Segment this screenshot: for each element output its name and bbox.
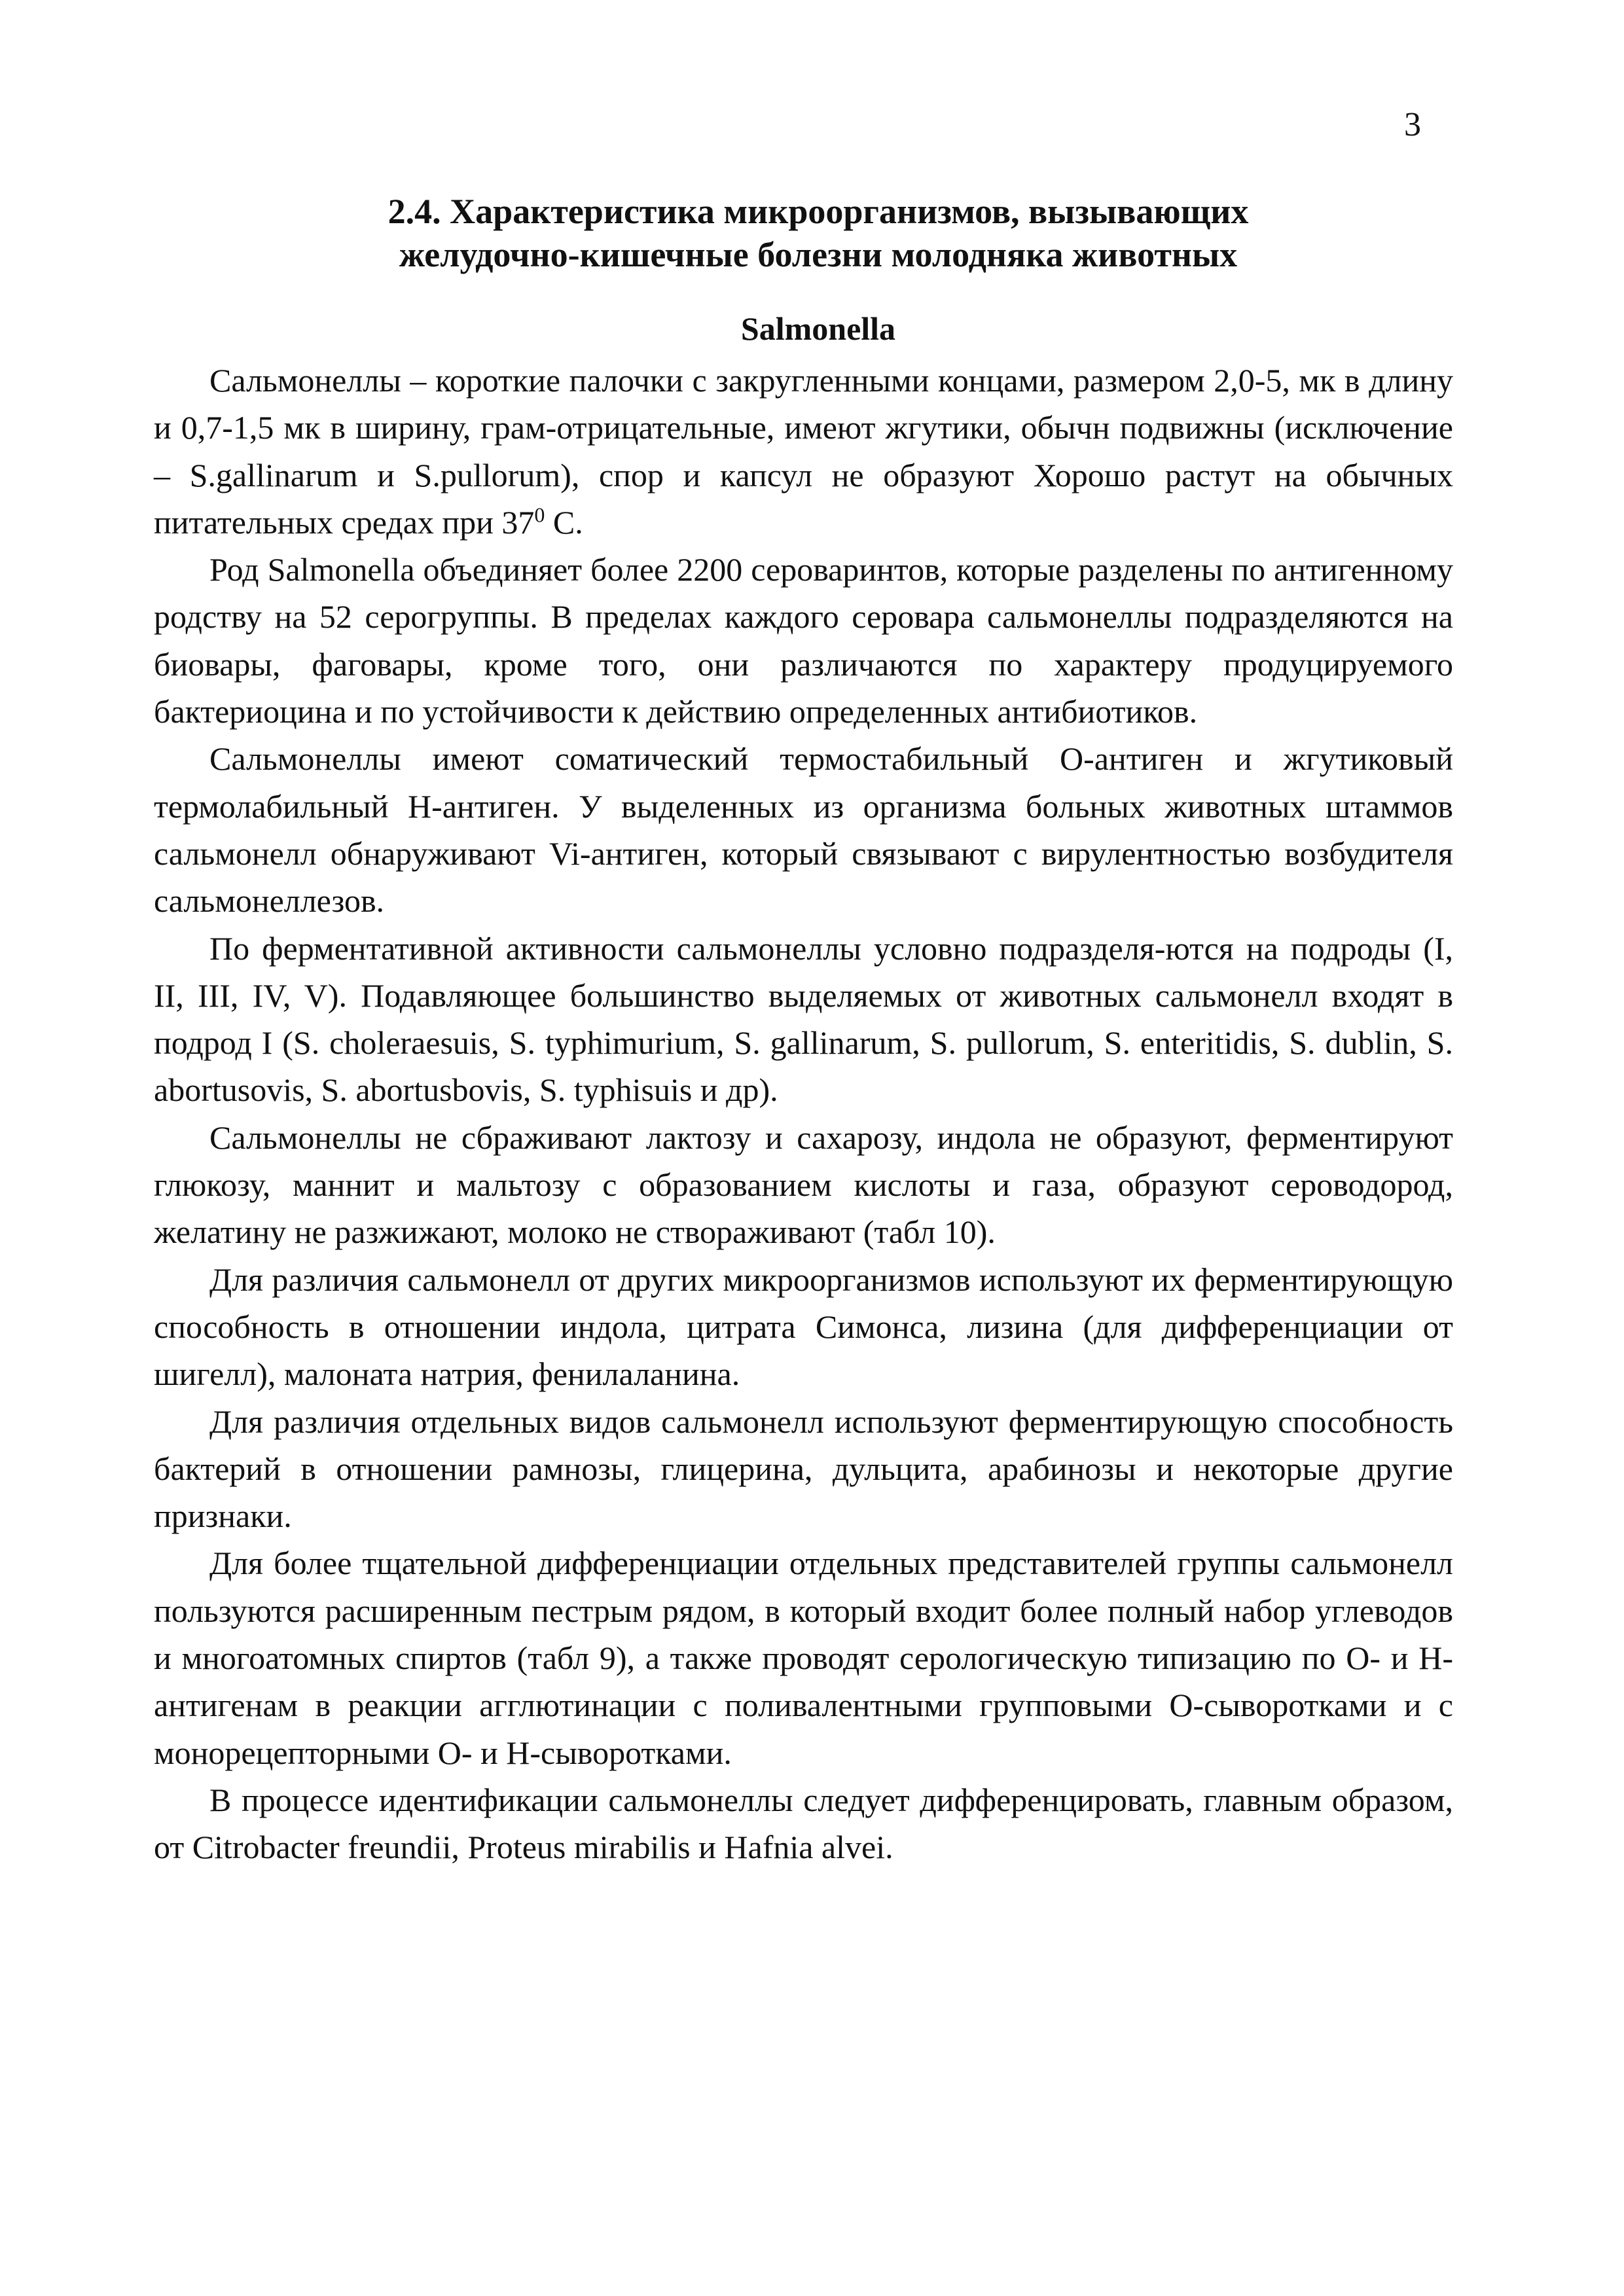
section-title-line-2: желудочно-кишечные болезни молодняка животных bbox=[399, 235, 1238, 274]
paragraph-3: Сальмонеллы имеют соматический термостабильный О-антиген и жгутиковый термолабильный Н-антиген. У выделенных из организма больных животных штаммов сальмонелл обнаруживают Vi-антиген, который связывают с вирулентностью возбудителя сальмонеллезов. bbox=[154, 740, 1453, 920]
section-heading bbox=[196, 190, 1440, 348]
section-title-line-1: 2.4. Характеристика микроорганизмов, вызывающих bbox=[388, 192, 1249, 231]
section-subtitle: Salmonella bbox=[740, 310, 896, 347]
paragraph-7: Для различия отдельных видов сальмонелл используют ферментирующую способность бактерий в отношении рамнозы, глицерина, дульцита, арабинозы и некоторые другие признаки. bbox=[154, 1403, 1453, 1535]
paragraph-4: По ферментативной активности сальмонеллы условно подразделя-ются на подроды (I, II, III, IV, V). Подавляющее большинство выделяемых от животных сальмонелл входят в подрод I (S. choleraesuis, S. typhimurium, S. gallinarum, S. pullorum, S. enteritidis, S. dublin, S. abortusovis, S. abortusbovis, S. typhisuis и др). bbox=[154, 929, 1453, 1109]
paragraph-8: Для более тщательной дифференциации отдельных представителей группы сальмонелл пользуются расширенным пестрым рядом, в который входит более полный набор углеводов и многоатомных спиртов (табл 9), а также проводят серологическую типизацию по О- и Н-антигенам в реакции агглютинации с поливалентными групповыми О-сыворотками и с монорецепторными О- и Н-сыворотками. bbox=[154, 1545, 1453, 1771]
paragraph-2: Род Salmonella объединяет более 2200 сероваринтов, которые разделены по антигенному родству на 52 серогруппы. В пределах каждого серовара сальмонеллы подразделяются на биовары, фаговары, кроме того, они различаются по характеру продуцируемого бактериоцина и по устойчивости к действию определенных антибиотиков. bbox=[154, 551, 1453, 730]
degree-superscript: 0 bbox=[534, 503, 545, 527]
paragraph-1-end: С. bbox=[545, 503, 583, 541]
paragraph-1 bbox=[154, 357, 1453, 546]
body-text bbox=[154, 357, 1453, 1871]
paragraph-5: Сальмонеллы не сбраживают лактозу и сахарозу, индола не образуют, ферментируют глюкозу, маннит и мальтозу с образованием кислоты и газа, образуют сероводород, желатину не разжижают, молоко не створаживают (табл 10). bbox=[154, 1119, 1453, 1251]
page-number: 3 bbox=[1404, 106, 1421, 143]
paragraph-1-text: Сальмонеллы – короткие палочки с закругленными концами, размером 2,0-5, мк в длину и 0,7-1,5 мк в ширину, грам-отрицательные, имеют жгутики, обычн подвижны (исключение – S.gallinarum и S.pullorum), спор и капсул не образуют Хорошо растут на обычных питательных средах при 37 bbox=[154, 362, 1453, 541]
paragraph-9: В процессе идентификации сальмонеллы следует дифференцировать, главным образом, от Citrobacter freundii, Proteus mirabilis и Hafnia alvei. bbox=[154, 1781, 1453, 1866]
paragraph-6: Для различия сальмонелл от других микроорганизмов используют их ферментирующую способность в отношении индола, цитрата Симонса, лизина (для дифференциации от шигелл), малоната натрия, фенилаланина. bbox=[154, 1261, 1453, 1393]
